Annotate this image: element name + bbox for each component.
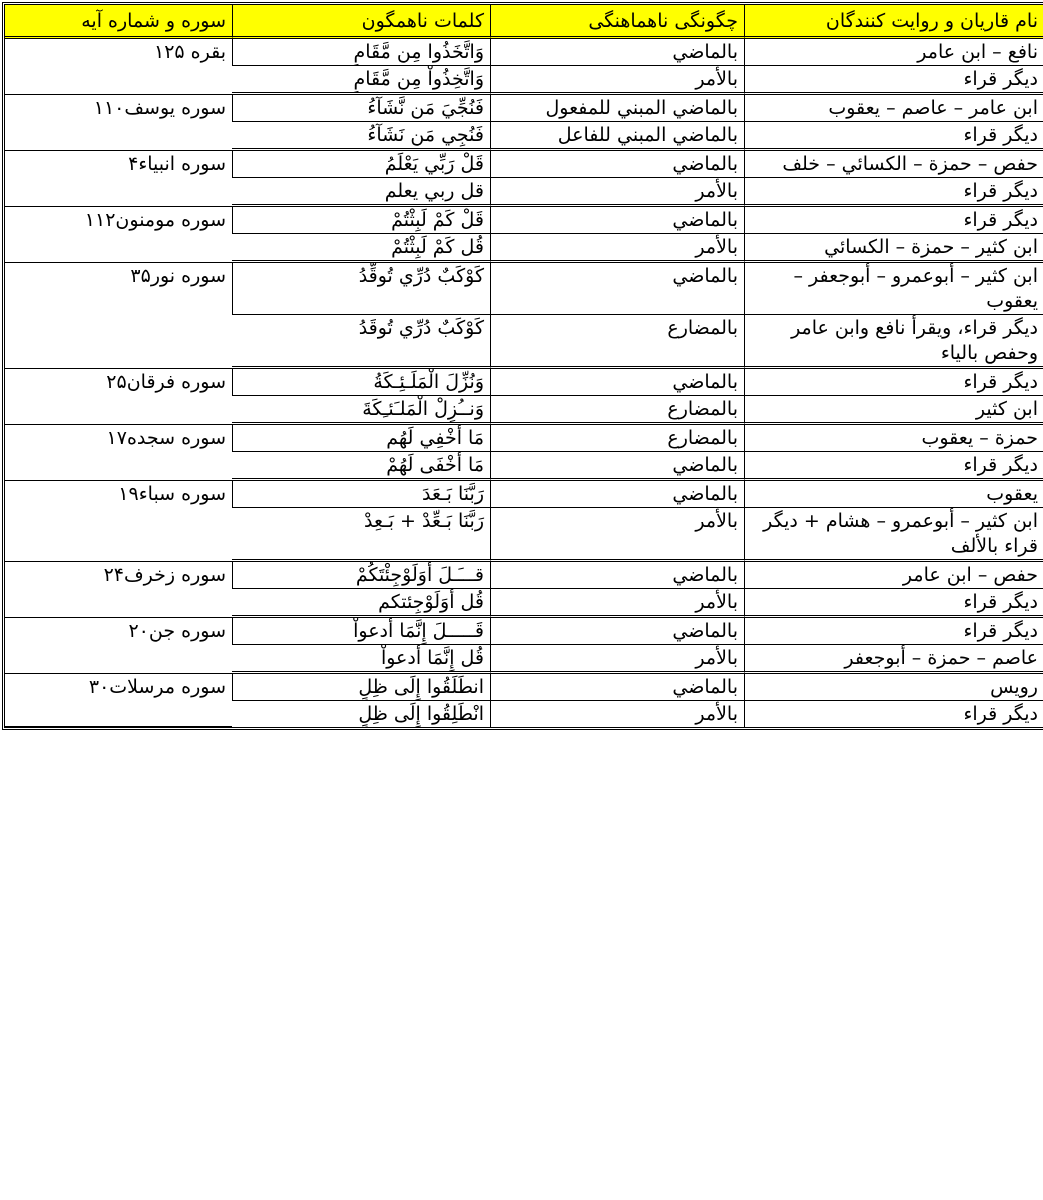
header-words: کلمات ناهمگون (232, 5, 490, 39)
reader-cell: نافع – ابن عامر (744, 39, 1043, 66)
reader-cell: ديگر قراء، ويقرأ نافع وابن عامر وحفص بالياء (744, 315, 1043, 369)
reader-cell: حفص – حمزة – الكسائي – خلف (744, 151, 1043, 178)
table-row (5, 263, 1043, 315)
how-cell: بالأمر (490, 701, 744, 727)
how-cell: بالماضي (490, 369, 744, 396)
how-cell: بالمضارع (490, 425, 744, 452)
table-row (5, 562, 1043, 589)
table-row (5, 369, 1043, 396)
how-cell: بالأمر (490, 178, 744, 207)
reader-cell: ديگر قراء (744, 66, 1043, 95)
words-cell: مَا أُخْفَى لَهُمْ (232, 452, 490, 481)
reader-cell: ابن عامر – عاصم – يعقوب (744, 95, 1043, 122)
how-cell: بالماضي (490, 618, 744, 645)
words-cell: قَلْ كَمْ لَبِثْتُمْ (232, 207, 490, 234)
how-cell: بالأمر (490, 66, 744, 95)
reader-cell: عاصم – حمزة – أبوجعفر (744, 645, 1043, 674)
words-cell: فَنُجِي مَن نَشَآءُ (232, 122, 490, 151)
surah-cell: سوره فرقان۲۵ (5, 369, 232, 425)
reader-cell: ديگر قراء (744, 207, 1043, 234)
words-cell: انطَلَقُوا إِلَى ظِلٍ (232, 674, 490, 701)
how-cell: بالماضي (490, 207, 744, 234)
table-row (5, 151, 1043, 178)
words-cell: قُل إِنَّمَا أدعواْ (232, 645, 490, 674)
page (2, 2, 1041, 730)
how-cell: بالأمر (490, 234, 744, 263)
how-cell: بالماضي (490, 562, 744, 589)
surah-cell: بقره ۱۲۵ (5, 39, 232, 95)
surah-cell: سوره يوسف۱۱۰ (5, 95, 232, 151)
how-cell: بالماضي (490, 151, 744, 178)
reader-cell: ابن كثير – أبوعمرو – هشام + ديگر قراء بالألف (744, 508, 1043, 562)
how-cell: بالماضي المبني للفاعل (490, 122, 744, 151)
reader-cell: حمزة – يعقوب (744, 425, 1043, 452)
surah-cell: سوره مرسلات۳۰ (5, 674, 232, 727)
words-cell: قَلْ رَبِّي يَعْلَمُ (232, 151, 490, 178)
how-cell: بالأمر (490, 645, 744, 674)
table-row (5, 39, 1043, 66)
reader-cell: ديگر قراء (744, 369, 1043, 396)
reader-cell: ديگر قراء (744, 122, 1043, 151)
table-row (5, 207, 1043, 234)
surah-cell: سوره سباء۱۹ (5, 481, 232, 562)
table-row (5, 618, 1043, 645)
words-cell: وَنــُزِلْ الْمَلـَئـِكَةَ (232, 396, 490, 425)
reader-cell: ابن كثير – حمزة – الكسائي (744, 234, 1043, 263)
words-cell: قُل أَوَلَوْجِئتكم (232, 589, 490, 618)
reader-cell: ديگر قراء (744, 589, 1043, 618)
table-row (5, 481, 1043, 508)
how-cell: بالأمر (490, 589, 744, 618)
words-cell: رَبَّنَا بَـعِّدْ + بَـعِدْ (232, 508, 490, 562)
reader-cell: رويس (744, 674, 1043, 701)
words-cell: قُل كَمْ لَبِثْتُمْ (232, 234, 490, 263)
header-how: چگونگی ناهماهنگی (490, 5, 744, 39)
how-cell: بالماضي المبني للمفعول (490, 95, 744, 122)
reader-cell: ابن كثير – أبوعمرو – أبوجعفر – يعقوب (744, 263, 1043, 315)
words-cell: فَنُجِّيَ مَن نَّشَآءُ (232, 95, 490, 122)
words-cell: وَنُزِّلَ الْمَلَـئِـكَةُ (232, 369, 490, 396)
surah-cell: سوره زخرف۲۴ (5, 562, 232, 618)
readings-table (2, 2, 1043, 730)
how-cell: بالماضي (490, 674, 744, 701)
words-cell: رَبَّنَا بَـعَدَ (232, 481, 490, 508)
table-body (5, 39, 1043, 727)
table-row (5, 95, 1043, 122)
reader-cell: ديگر قراء (744, 452, 1043, 481)
surah-cell: سوره نور۳۵ (5, 263, 232, 369)
reader-cell: ديگر قراء (744, 701, 1043, 727)
how-cell: بالماضي (490, 452, 744, 481)
reader-cell: ديگر قراء (744, 178, 1043, 207)
how-cell: بالمضارع (490, 396, 744, 425)
words-cell: وَاتَّخِذُواْ مِن مَّقَامِ (232, 66, 490, 95)
header-surah: سوره و شماره آیه (5, 5, 232, 39)
words-cell: مَا أُخْفِي لَهُم (232, 425, 490, 452)
surah-cell: سوره انبياء۴ (5, 151, 232, 207)
how-cell: بالماضي (490, 481, 744, 508)
surah-cell: سوره جن۲۰ (5, 618, 232, 674)
how-cell: بالماضي (490, 39, 744, 66)
how-cell: بالماضي (490, 263, 744, 315)
reader-cell: ابن كثير (744, 396, 1043, 425)
table-row (5, 425, 1043, 452)
surah-cell: سوره سجده۱۷ (5, 425, 232, 481)
words-cell: انْطَلِقُوا إِلَى ظِلٍ (358, 703, 484, 725)
reader-cell: حفص – ابن عامر (744, 562, 1043, 589)
words-cell: كَوْكَبٌ دُرِّي تُوقَدُ (232, 315, 490, 369)
surah-cell: سوره مومنون۱۱۲ (5, 207, 232, 263)
how-cell: بالمضارع (490, 315, 744, 369)
header-row (5, 5, 1043, 39)
table-row (5, 674, 1043, 701)
reader-cell: يعقوب (744, 481, 1043, 508)
words-cell: قـــَـلَ أَوَلَوْجِئْتَكُمْ (232, 562, 490, 589)
words-cell: وَاتَّخَذُوا مِن مَّقَامِ (232, 39, 490, 66)
words-cell: كَوْكَبٌ دُرِّي تُوقِّدُ (232, 263, 490, 315)
words-cell: قل ربي يعلم (232, 178, 490, 207)
header-readers: نام قاریان و روایت کنندگان (744, 5, 1043, 39)
how-cell: بالأمر (490, 508, 744, 562)
words-cell: قَـــــلَ إِنَّمَا أدعواْ (232, 618, 490, 645)
reader-cell: ديگر قراء (744, 618, 1043, 645)
